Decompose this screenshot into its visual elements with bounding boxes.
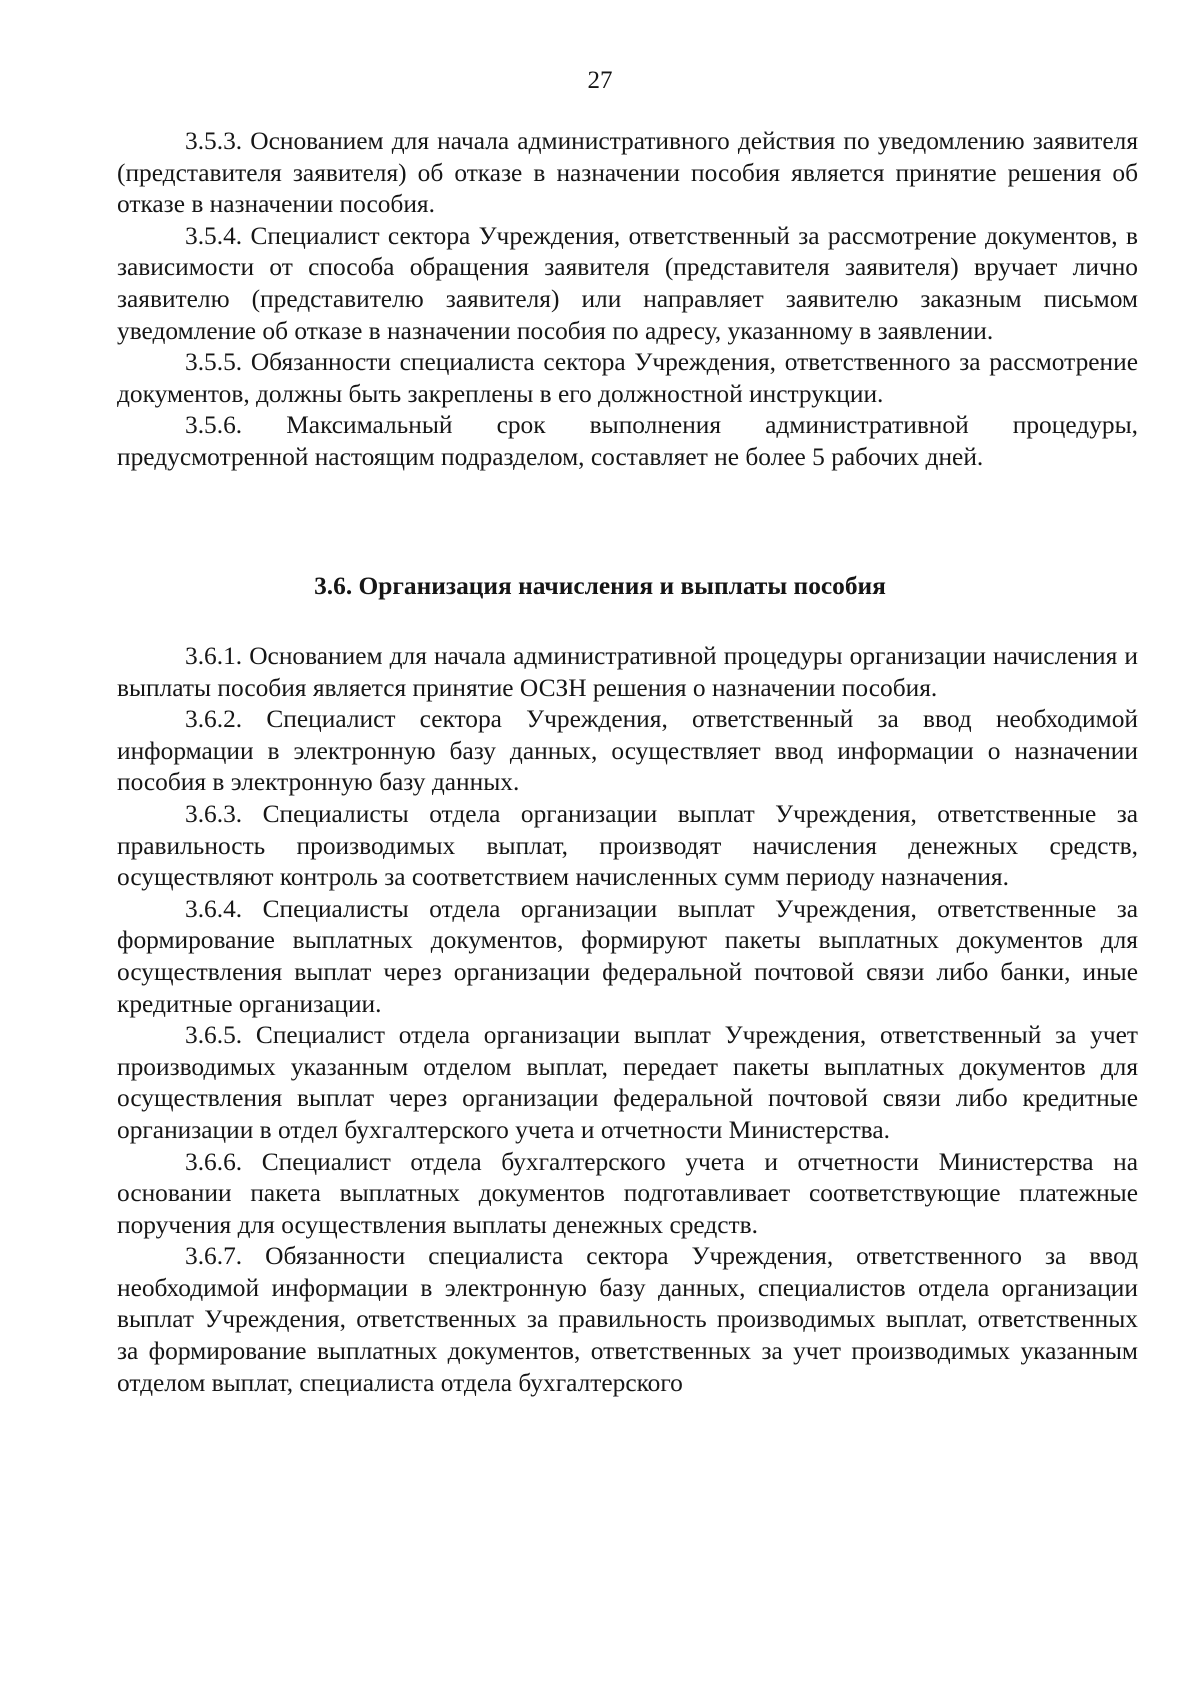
- paragraph-3-6-7: 3.6.7. Обязанности специалиста сектора Учреждения, ответственного за ввод необходимой информации в электронную базу данных, специалистов отдела организации выплат Учреждения, ответственных за правильность производимых выплат, ответственных за формирование выплатных документов, ответственных за учет производимых указанным отделом выплат, специалиста отдела бухгалтерского: [117, 1242, 1138, 1397]
- paragraph-3-6-1: 3.6.1. Основанием для начала административной процедуры организации начисления и выплаты пособия является принятие ОСЗН решения о назначении пособия.: [117, 642, 1138, 702]
- section-3-6-text: [117, 641, 1138, 1399]
- paragraph-3-5-6: 3.5.6. Максимальный срок выполнения административной процедуры, предусмотренной настоящим подразделом, составляет не более 5 рабочих дней.: [117, 411, 1138, 471]
- paragraph-3-6-5: 3.6.5. Специалист отдела организации выплат Учреждения, ответственный за учет производимых указанным отделом выплат, передает пакеты выплатных документов для осуществления выплат через организации федеральной почтовой связи либо кредитные организации в отдел бухгалтерского учета и отчетности Министерства.: [117, 1021, 1138, 1144]
- section-heading: 3.6. Организация начисления и выплаты пособия: [314, 572, 886, 600]
- section-3-5-text: [117, 126, 1138, 474]
- paragraph-3-5-4: 3.5.4. Специалист сектора Учреждения, ответственный за рассмотрение документов, в зависимости от способа обращения заявителя (представителя заявителя) вручает лично заявителю (представителю заявителя) или направляет заявителю заказным письмом уведомление об отказе в назначении пособия по адресу, указанному в заявлении.: [117, 221, 1138, 345]
- paragraph-3-5-5: 3.5.5. Обязанности специалиста сектора Учреждения, ответственного за рассмотрение документов, должны быть закреплены в его должностной инструкции.: [117, 348, 1138, 408]
- paragraph-3-6-3: 3.6.3. Специалисты отдела организации выплат Учреждения, ответственные за правильность производимых выплат, производят начисления денежных средств, осуществляют контроль за соответствием начисленных сумм периоду назначения.: [117, 799, 1138, 892]
- page-number: 27: [587, 67, 613, 94]
- paragraph-3-6-2: 3.6.2. Специалист сектора Учреждения, ответственный за ввод необходимой информации в электронную базу данных, осуществляет ввод информации о назначении пособия в электронную базу данных.: [117, 705, 1138, 797]
- paragraph-3-5-3: 3.5.3. Основанием для начала административного действия по уведомлению заявителя (представителя заявителя) об отказе в назначении пособия является принятие решения об отказе в назначении пособия.: [117, 127, 1138, 219]
- paragraph-3-6-4: 3.6.4. Специалисты отдела организации выплат Учреждения, ответственные за формирование выплатных документов, формируют пакеты выплатных документов для осуществления выплат через организации федеральной почтовой связи либо банки, иные кредитные организации.: [117, 894, 1138, 1018]
- paragraph-3-6-6: 3.6.6. Специалист отдела бухгалтерского учета и отчетности Министерства на основании пакета выплатных документов подготавливает соответствующие платежные поручения для осуществления выплаты денежных средств.: [117, 1147, 1138, 1239]
